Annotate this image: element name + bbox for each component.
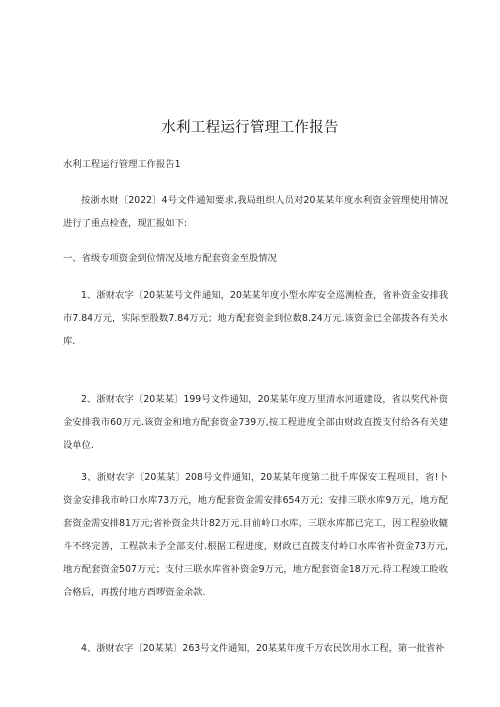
document-subtitle: 水利工程运行管理工作报告1: [63, 159, 181, 170]
paragraph-item-1: 1、浙财农字〔20某某号文件通知，20某某年度小型水库安全巡测检查，省补资金安排我市7.84万元，实际至股数7.84万元；地方配套资金到位数8.24万元.该资金已全部拨各有关水库.: [63, 290, 448, 347]
paragraph-item-2: 2、浙财农字〔20某某〕199号文件通知，20某某年度万里清水河道建设，省以奖代补资金安排我市60万元.该资金和地方配套资金739万,按工程进度全部由财政直拨支付给各有关建设单位.: [63, 394, 448, 451]
paragraph-item-4: 4、浙财农字〔20某某〕263号文件通知，20某某年度千万农民饮用水工程，第一批省补: [81, 643, 445, 654]
paragraph-item-3: 3、浙财农字〔20某某〕208号文件通知，20某某年度第二批千库保安工程项目，省!卜资金安排我市岭口水库73万元，地方配套资金需安排654万元；安排三联水库9万元，地方配套资金需安排81万元;省补资金共计82万元.目前岭口水库、三联水库都已完工，因工程验收辘斗不终完善，工程款未予全部支付.根据工程进度，财政已直拨支付岭口水库省补资金73万元,地方配套资金507万元；支付三联水库省补资金9万元，地方配套资金18万元.待工程竣工睑收合格后，再拨付地方酉啰资金余款.: [63, 472, 448, 598]
section-heading-1: 一、省级专项资金到位情况及地方配套资金至股情况: [63, 253, 277, 264]
paragraph-intro: 按浙水财〔2022〕4号文件通知要求,我局组织人员对20某某年度水利资金管理使用情况进行了重点检查，现汇报如下:: [63, 195, 448, 229]
document-title: 水利工程运行管理工作报告: [161, 120, 339, 136]
